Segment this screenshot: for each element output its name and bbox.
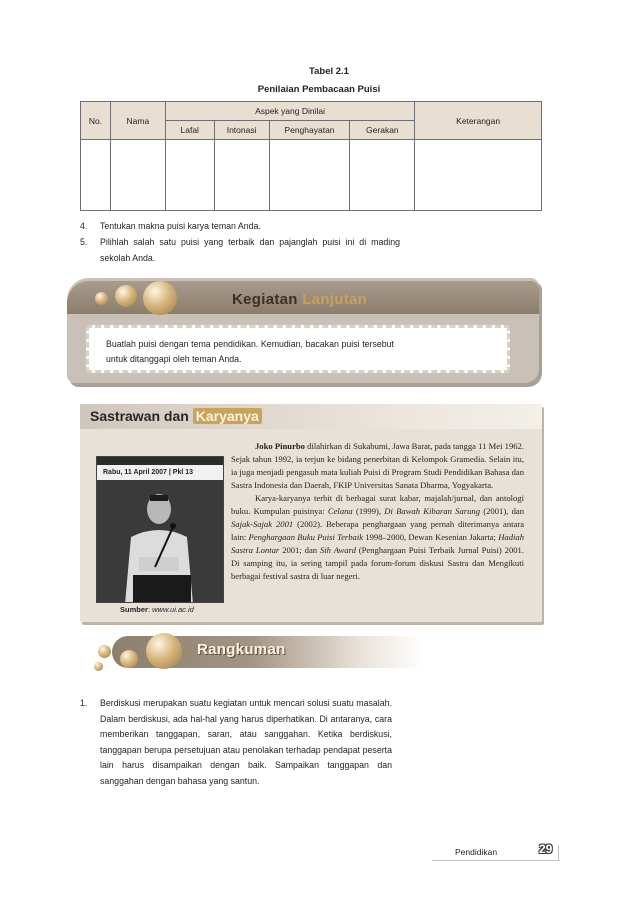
header-keterangan: Keterangan bbox=[415, 102, 542, 140]
list-item bbox=[80, 219, 400, 235]
footer-divider bbox=[558, 845, 559, 861]
sastrawan-biography bbox=[231, 440, 524, 583]
author-photo-illustration bbox=[97, 457, 224, 603]
table-cell bbox=[214, 140, 269, 211]
table-row bbox=[81, 140, 542, 211]
bubble-decoration bbox=[95, 292, 108, 305]
list-text: Tentukan makna puisi karya teman Anda. bbox=[100, 221, 261, 231]
page-number: 29 bbox=[539, 842, 553, 856]
table-cell bbox=[350, 140, 415, 211]
rangkuman-title: Rangkuman bbox=[197, 641, 286, 658]
header-gerakan: Gerakan bbox=[350, 121, 415, 140]
assessment-table bbox=[80, 101, 542, 211]
header-lafal: Lafal bbox=[165, 121, 214, 140]
photo-source: Sumber: www.ui.ac.id bbox=[120, 605, 194, 614]
photo-banner-text: Rabu, 11 April 2007 | Pkl 13 bbox=[97, 465, 224, 480]
table-title: Penilaian Pembacaan Puisi bbox=[257, 84, 381, 95]
header-penghayatan: Penghayatan bbox=[269, 121, 350, 140]
list-text: Berdiskusi merupakan suatu kegiatan untuk mencari solusi suatu masalah. Dalam berdiskusi, ada hal-hal yang harus diperhatikan. Di antaranya, cara memberikan tanggapan, saran, atau sanggahan. Ketika berdiskusi, tanggapan berupa persetujuan atau penolakan terhadap pendapat peserta lain harus disampaikan dengan baik. Sampaikan tanggapan dan sanggahan dengan bahasa yang santun. bbox=[100, 698, 392, 786]
author-photo bbox=[96, 456, 224, 603]
list-item bbox=[80, 235, 400, 266]
kegiatan-lanjutan-text: Buatlah puisi dengan tema pendidikan. Kemudian, bacakan puisi tersebut untuk ditanggapi oleh teman Anda. bbox=[106, 339, 394, 364]
kegiatan-lanjutan-title: Kegiatan Lanjutan bbox=[232, 291, 368, 308]
table-cell bbox=[415, 140, 542, 211]
header-intonasi: Intonasi bbox=[214, 121, 269, 140]
bubble-decoration bbox=[115, 285, 137, 307]
header-nama: Nama bbox=[110, 102, 165, 140]
table-caption: Tabel 2.1 bbox=[309, 66, 349, 77]
list-number: 4. bbox=[80, 221, 88, 231]
biography-paragraph: Karya-karyanya terbit di berbagai surat kabar, majalah/jurnal, dan antologi buku. Kumpulan puisinya: Celana (1999), Di Bawah Kibaran Sarung (2001), dan Sajak-Sajak 2001 (2002). Beberapa penghargaan yang pernah diterimanya antara lain: Penghargaan Buku Puisi Terbaik 1998–2000, Dewan Kesenian Jakarta; Hadiah Sastra Lontar 2001; dan Sih Award (Penghargaan Puisi Terbaik Jurnal Puisi) 2001. Di samping itu, ia sering tampil pada forum-forum diskusi Sastra dan Mengikuti berbagai festival sastra di luar negeri. bbox=[231, 493, 525, 581]
table-cell bbox=[165, 140, 214, 211]
list-item bbox=[80, 696, 392, 789]
bubble-decoration bbox=[94, 662, 103, 671]
list-number: 1. bbox=[80, 698, 88, 708]
list-number: 5. bbox=[80, 237, 88, 247]
list-text: Pilihlah salah satu puisi yang terbaik dan pajanglah puisi ini di mading sekolah Anda. bbox=[100, 237, 400, 263]
sastrawan-title: Sastrawan dan Karyanya bbox=[90, 408, 262, 424]
table-cell bbox=[81, 140, 111, 211]
header-aspek: Aspek yang Dinilai bbox=[165, 102, 415, 121]
table-cell bbox=[269, 140, 350, 211]
biography-paragraph: Joko Pinurbo dilahirkan di Sukabumi, Jawa Barat, pada tangga 11 Mei 1962. Sejak tahun 1992, ia terjun ke bidang penerbitan di Kelompok Gramedia. Selain itu, ia juga menjadi pengasuh mata kuliah Puisi di Program Studi Pendidikan Bahasa dan Sastra Indonesia dan Daerah, FKIP Universitas Sanata Dharma, Yogyakarta. bbox=[231, 441, 524, 490]
header-no: No. bbox=[81, 102, 111, 140]
bubble-decoration bbox=[146, 633, 182, 669]
bubble-decoration bbox=[143, 281, 177, 315]
bubble-decoration bbox=[120, 650, 138, 668]
bubble-decoration bbox=[98, 645, 111, 658]
table-cell bbox=[110, 140, 165, 211]
footer-divider bbox=[432, 860, 560, 861]
footer-chapter-label: Pendidikan bbox=[455, 847, 498, 857]
